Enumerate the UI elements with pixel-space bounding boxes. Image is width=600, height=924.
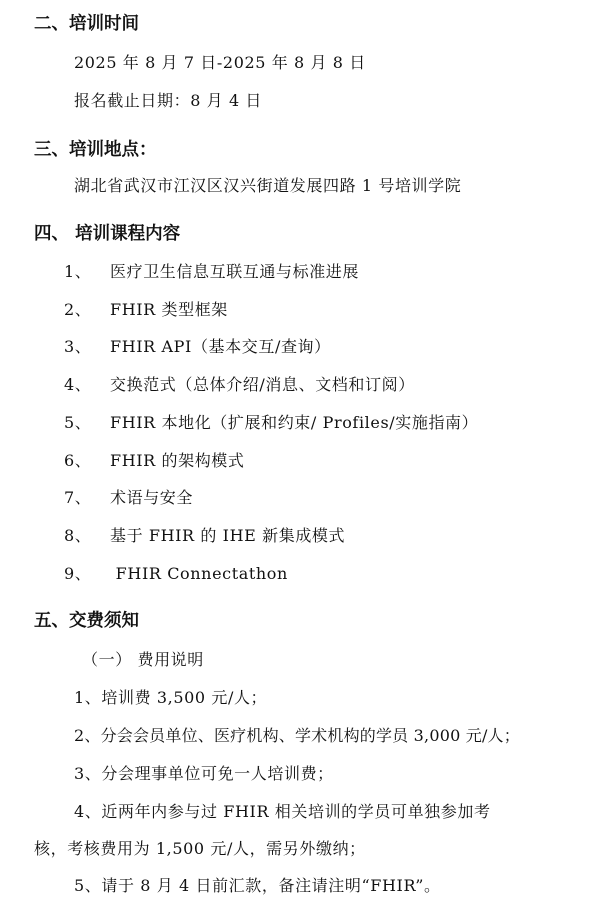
fee-subheading: （一） 费用说明	[82, 650, 204, 669]
course-list-item: 9、 FHIR Connectathon	[64, 564, 288, 583]
course-list-item: 2、 FHIR 类型框架	[64, 300, 228, 319]
fee-item: 2、分会会员单位、医疗机构、学术机构的学员 3,000 元/人；	[74, 726, 520, 745]
course-list-item: 3、 FHIR API（基本交互/查询）	[64, 337, 331, 356]
course-list-item: 5、 FHIR 本地化（扩展和约束/ Profiles/实施指南）	[64, 413, 479, 432]
section-heading-course-content: 四、 培训课程内容	[34, 224, 181, 244]
fee-item: 4、近两年内参与过 FHIR 相关培训的学员可单独参加考	[74, 802, 491, 821]
course-list-item: 6、 FHIR 的架构模式	[64, 451, 245, 470]
course-list-item: 7、 术语与安全	[64, 488, 194, 507]
course-list-item: 1、 医疗卫生信息互联互通与标准进展	[64, 262, 360, 281]
training-dates: 2025 年 8 月 7 日-2025 年 8 月 8 日	[74, 53, 366, 72]
section-heading-training-location: 三、培训地点：	[34, 140, 157, 160]
fee-item: 1、培训费 3,500 元/人；	[74, 688, 268, 707]
section-heading-training-time: 二、培训时间	[34, 14, 139, 34]
fee-item: 3、分会理事单位可免一人培训费；	[74, 764, 334, 783]
course-list-item: 4、 交换范式（总体介绍/消息、文档和订阅）	[64, 375, 415, 394]
course-list-item: 8、 基于 FHIR 的 IHE 新集成模式	[64, 526, 346, 545]
registration-deadline: 报名截止日期：8 月 4 日	[74, 91, 263, 110]
fee-item: 5、请于 8 月 4 日前汇款，备注请注明“FHIR”。	[74, 876, 441, 895]
fee-item-continuation: 核，考核费用为 1,500 元/人，需另外缴纳；	[34, 839, 366, 858]
training-address: 湖北省武汉市江汉区汉兴街道发展四路 1 号培训学院	[74, 176, 462, 195]
section-heading-fee-notice: 五、交费须知	[34, 611, 139, 631]
